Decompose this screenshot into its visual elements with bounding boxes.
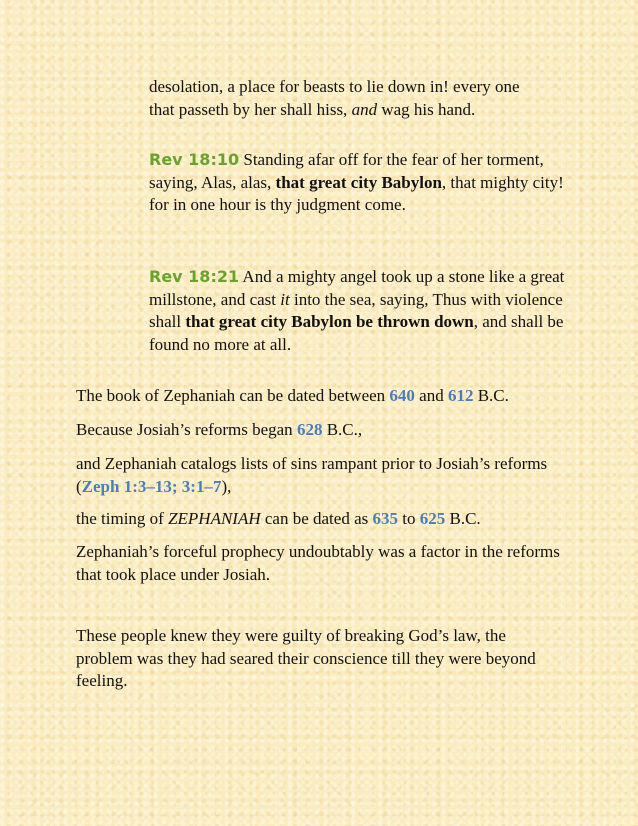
- verse-text: Standing afar off for the fear of her torment, saying, Alas, alas,: [149, 150, 544, 192]
- verse-text: , that mighty city! for in one hour is thy judgment come.: [149, 172, 564, 214]
- verse-rev-18-21: [149, 266, 569, 356]
- verse-text: that passeth by her shall hiss,: [149, 99, 352, 119]
- paragraph-prophecy: Zephaniah’s forceful prophecy undoubtably was a factor in the reforms that took place under Josiah.: [76, 542, 560, 584]
- verse-italic: and: [351, 99, 378, 119]
- verse-reference[interactable]: Rev 18:21: [149, 267, 240, 286]
- text-run: B.C.: [445, 509, 481, 528]
- scripture-link[interactable]: Zeph 1:3–13; 3:1–7: [81, 476, 222, 496]
- paragraph-dating: [76, 385, 596, 408]
- verse-bold: that great city Babylon: [275, 172, 442, 192]
- paragraph-sins-catalog: [76, 453, 556, 498]
- verse-rev-18-10: [149, 149, 569, 217]
- paragraph-conscience: These people knew they were guilty of breaking God’s law, the problem was they had seared their conscience till they were beyond feeling.: [76, 626, 536, 690]
- verse-continuation: [149, 76, 569, 121]
- verse-bold: that great city Babylon be thrown down: [185, 312, 474, 331]
- verse-text: desolation, a place for beasts to lie down in! every one: [149, 77, 520, 96]
- text-run: and: [414, 386, 448, 405]
- verse-text: , and shall be found no more at all.: [149, 312, 564, 354]
- paragraph-timing: [76, 508, 596, 531]
- text-run: B.C.,: [322, 420, 363, 439]
- text-run: Because Josiah’s reforms began: [76, 420, 297, 439]
- text-run: the timing of: [76, 509, 169, 528]
- text-run: ),: [221, 476, 232, 496]
- verse-text: And a mighty angel took up a stone like a great millstone, and cast: [149, 267, 565, 309]
- year-number: 640: [389, 386, 415, 405]
- year-number: 625: [419, 509, 446, 528]
- text-run: B.C.: [473, 386, 509, 405]
- text-run: to: [398, 509, 420, 528]
- text-run: The book of Zephaniah can be dated between: [76, 386, 390, 405]
- year-number: 635: [372, 509, 398, 528]
- paragraph-josiah-reforms: [76, 419, 596, 442]
- text-run: can be dated as: [260, 509, 373, 528]
- year-number: 612: [447, 386, 474, 405]
- book-title-italic: ZEPHANIAH: [168, 509, 261, 528]
- year-number: 628: [296, 420, 323, 439]
- verse-text: wag his hand.: [377, 99, 476, 119]
- verse-text: into the sea, saying, Thus with violence shall: [149, 289, 563, 331]
- verse-italic: it: [280, 289, 290, 309]
- verse-reference[interactable]: Rev 18:10: [149, 150, 240, 169]
- text-run: and Zephaniah catalogs lists of sins rampant prior to Josiah’s reforms (: [76, 454, 548, 496]
